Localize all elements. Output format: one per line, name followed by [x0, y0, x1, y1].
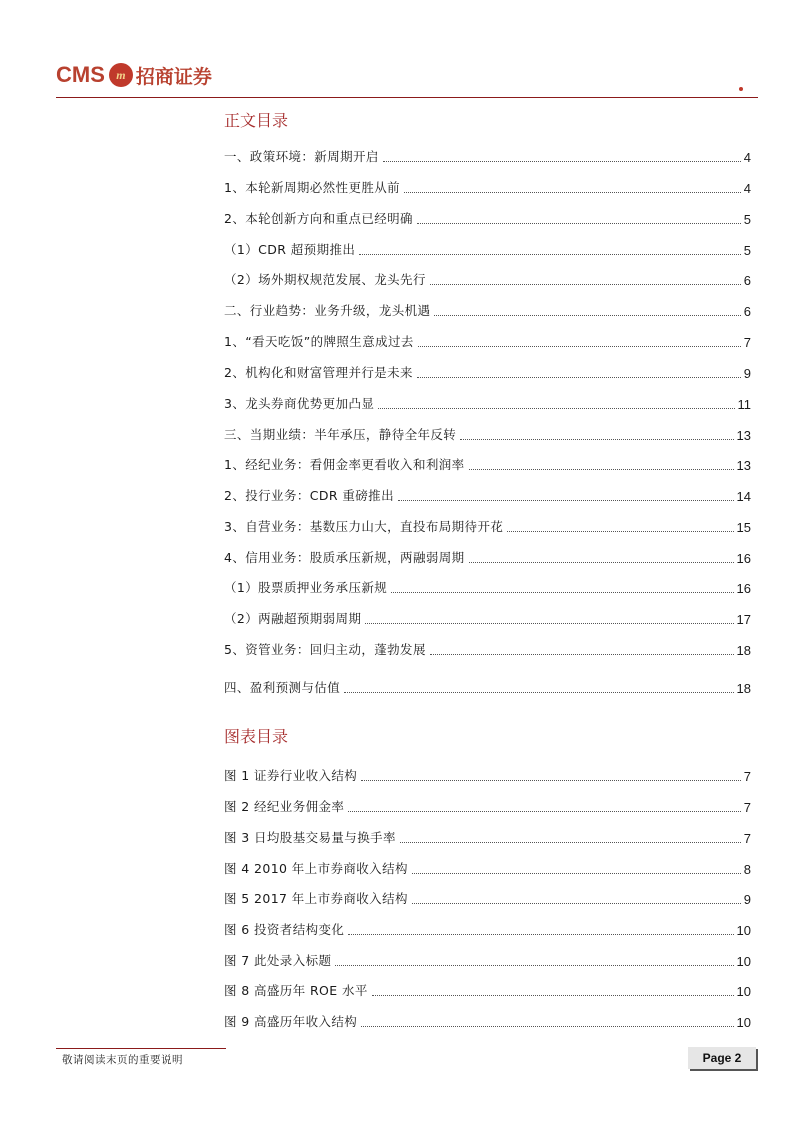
dot-leader [348, 934, 733, 935]
contents-entry[interactable] [224, 517, 751, 535]
page-number-badge: Page 2 [688, 1047, 756, 1069]
figure-entry[interactable] [224, 859, 751, 877]
contents-entry-label: 1、经纪业务：看佣金率更看收入和利润率 [224, 457, 465, 472]
contents-entry[interactable] [224, 332, 751, 350]
figure-entry[interactable] [224, 828, 751, 846]
dot-leader [430, 654, 734, 655]
figure-entry[interactable] [224, 1012, 751, 1030]
dot-leader [404, 192, 741, 193]
dot-leader [418, 346, 741, 347]
contents-entry-label: 5、资管业务：回归主动，蓬勃发展 [224, 642, 426, 657]
figure-entry-page: 10 [736, 954, 751, 969]
contents-entry-label: 3、自营业务：基数压力山大，直投布局期待开花 [224, 519, 504, 534]
dot-leader [430, 284, 741, 285]
dot-leader [398, 500, 734, 501]
figure-entry[interactable] [224, 951, 751, 969]
figure-entry-label: 图 5 2017 年上市券商收入结构 [224, 891, 408, 906]
dot-leader [400, 842, 741, 843]
figure-entry-page: 7 [743, 769, 751, 784]
dot-leader [469, 562, 734, 563]
contents-entry[interactable] [224, 455, 751, 473]
dot-leader [417, 377, 741, 378]
contents-entry[interactable] [224, 548, 751, 566]
dot-leader [348, 811, 740, 812]
footer-divider [56, 1048, 226, 1049]
contents-entry-page: 13 [736, 458, 751, 473]
figure-entry-label: 图 1 证券行业收入结构 [224, 768, 358, 783]
dot-leader [460, 439, 733, 440]
contents-entry-page: 13 [736, 428, 751, 443]
figure-entry-page: 8 [743, 862, 751, 877]
figure-entry-page: 9 [743, 892, 751, 907]
contents-entry-page: 16 [736, 551, 751, 566]
figure-entry-label: 图 4 2010 年上市券商收入结构 [224, 861, 408, 876]
contents-entry[interactable] [224, 270, 751, 288]
contents-entry-label: 三、当期业绩：半年承压，静待全年反转 [224, 427, 457, 442]
footer-disclaimer-note: 敬请阅读末页的重要说明 [62, 1054, 183, 1066]
contents-entry-page: 14 [736, 489, 751, 504]
figure-entry-label: 图 2 经纪业务佣金率 [224, 799, 345, 814]
dot-leader [412, 873, 741, 874]
dot-leader [469, 469, 734, 470]
header-divider [56, 97, 758, 98]
contents-entry[interactable] [224, 578, 751, 596]
contents-entry-page: 15 [736, 520, 751, 535]
figure-entry-page: 7 [743, 800, 751, 815]
dot-leader [434, 315, 740, 316]
figure-entry-page: 7 [743, 831, 751, 846]
contents-entry-page: 5 [743, 212, 751, 227]
contents-entry-label: （2）两融超预期弱周期 [224, 611, 362, 626]
contents-entry-page: 6 [743, 273, 751, 288]
figure-entry[interactable] [224, 797, 751, 815]
dot-leader [417, 223, 741, 224]
figure-entry[interactable] [224, 766, 751, 784]
dot-leader [361, 780, 741, 781]
contents-entry[interactable] [224, 678, 751, 696]
dot-leader [361, 1026, 733, 1027]
figures-title: 图表目录 [224, 727, 289, 746]
dot-leader [412, 903, 741, 904]
contents-entry[interactable] [224, 609, 751, 627]
contents-entry[interactable] [224, 209, 751, 227]
contents-entry[interactable] [224, 394, 751, 412]
figure-entry-label: 图 9 高盛历年收入结构 [224, 1014, 358, 1029]
figure-entry[interactable] [224, 920, 751, 938]
contents-entry-page: 9 [743, 366, 751, 381]
figure-entry-page: 10 [736, 1015, 751, 1030]
figure-entry-label: 图 8 高盛历年 ROE 水平 [224, 983, 368, 998]
contents-entry-page: 5 [743, 243, 751, 258]
dot-leader [391, 592, 733, 593]
contents-entry-page: 7 [743, 335, 751, 350]
logo-text-cn: 招商证券 [135, 65, 212, 88]
contents-entry-label: 2、投行业务：CDR 重磅推出 [224, 488, 394, 503]
contents-entry-page: 4 [743, 181, 751, 196]
figure-entry-label: 图 7 此处录入标题 [224, 953, 332, 968]
contents-entry-page: 16 [736, 581, 751, 596]
contents-entry-label: 一、政策环境：新周期开启 [224, 149, 379, 164]
contents-entry[interactable] [224, 178, 751, 196]
contents-entry-page: 6 [743, 304, 751, 319]
contents-entry-label: 2、机构化和财富管理并行是未来 [224, 365, 413, 380]
contents-entry-page: 18 [736, 643, 751, 658]
figure-entry-page: 10 [736, 984, 751, 999]
dot-leader [507, 531, 733, 532]
figure-entry[interactable] [224, 889, 751, 907]
contents-entry-page: 18 [736, 681, 751, 696]
contents-entry[interactable] [224, 240, 751, 258]
contents-entry[interactable] [224, 147, 751, 165]
dot-leader [378, 408, 734, 409]
figure-entry[interactable] [224, 981, 751, 999]
dot-leader [359, 254, 741, 255]
header-dot [739, 87, 743, 91]
contents-entry-label: 四、盈利预测与估值 [224, 680, 341, 695]
logo-seal-icon: m [109, 63, 133, 87]
contents-entry[interactable] [224, 363, 751, 381]
contents-entry-label: （1）CDR 超预期推出 [224, 242, 356, 257]
figure-entry-page: 10 [736, 923, 751, 938]
contents-entry[interactable] [224, 425, 751, 443]
contents-entry-label: 2、本轮创新方向和重点已经明确 [224, 211, 413, 226]
dot-leader [372, 995, 734, 996]
dot-leader [335, 965, 733, 966]
figure-entry-label: 图 3 日均股基交易量与换手率 [224, 830, 396, 845]
contents-entry-label: （1）股票质押业务承压新规 [224, 580, 388, 595]
dot-leader [365, 623, 733, 624]
figure-entry-label: 图 6 投资者结构变化 [224, 922, 345, 937]
company-logo [56, 60, 212, 90]
contents-entry-page: 4 [743, 150, 751, 165]
contents-entry-label: 1、“看天吃饭”的牌照生意成过去 [224, 334, 414, 349]
contents-entry-page: 11 [737, 397, 751, 412]
contents-entry[interactable] [224, 640, 751, 658]
contents-entry-label: （2）场外期权规范发展、龙头先行 [224, 272, 426, 287]
contents-entry[interactable] [224, 486, 751, 504]
contents-entry-page: 17 [736, 612, 751, 627]
contents-title: 正文目录 [224, 111, 289, 130]
dot-leader [383, 161, 741, 162]
contents-entry-label: 二、行业趋势：业务升级，龙头机遇 [224, 303, 431, 318]
contents-entry[interactable] [224, 301, 751, 319]
logo-text-en: CMS [56, 62, 105, 87]
contents-entry-label: 1、本轮新周期必然性更胜从前 [224, 180, 401, 195]
contents-entry-label: 4、信用业务：股质承压新规，两融弱周期 [224, 550, 465, 565]
dot-leader [344, 692, 733, 693]
contents-entry-label: 3、龙头券商优势更加凸显 [224, 396, 375, 411]
